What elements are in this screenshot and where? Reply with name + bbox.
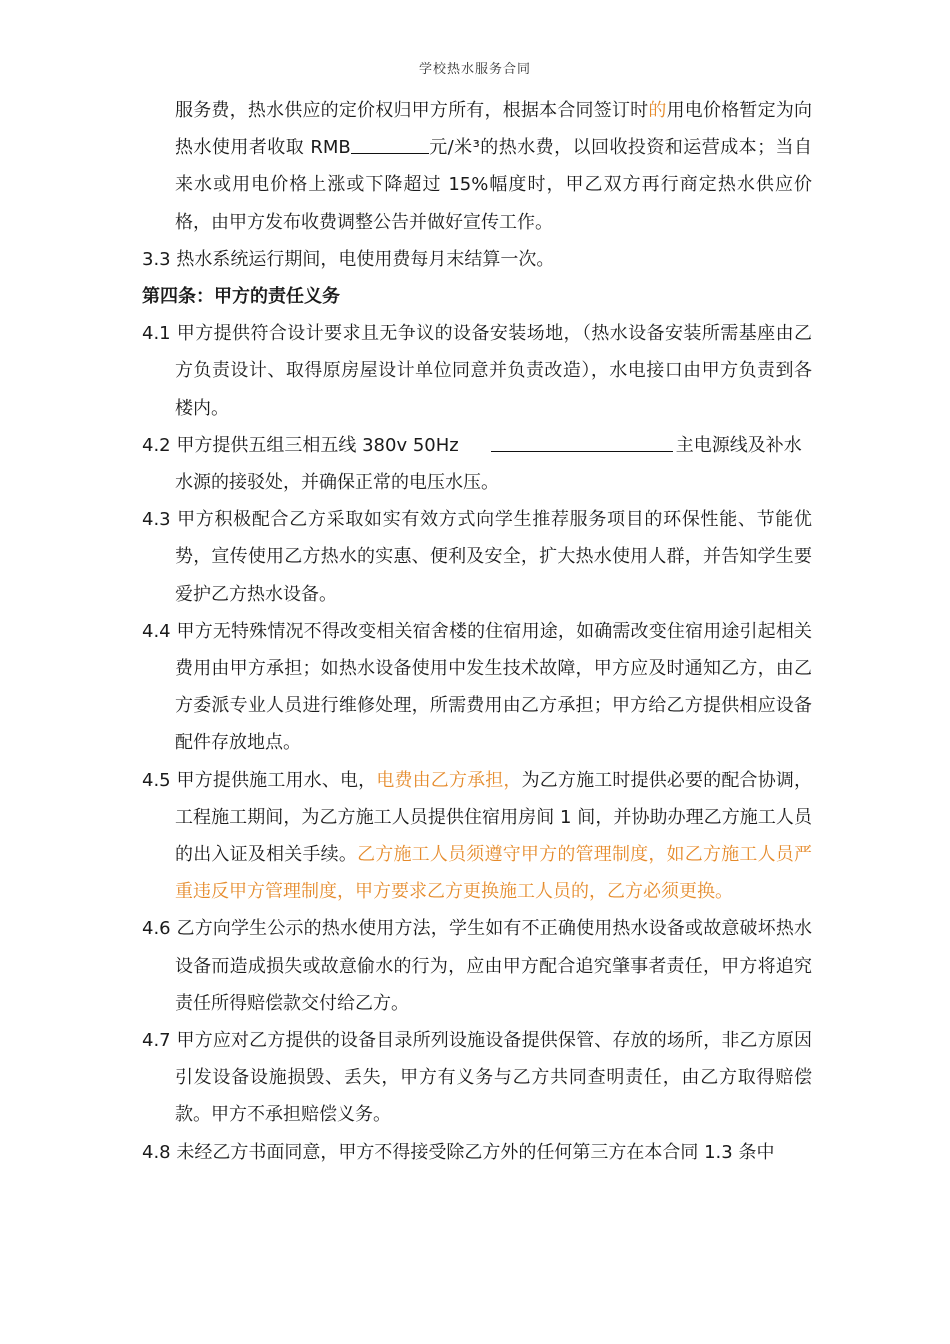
clause-text: 热水系统运行期间，电使用费每月末结算一次。 bbox=[176, 248, 555, 270]
clause-text: 甲方提供符合设计要求且无争议的设备安装场地，（热水设备安装所需基座由乙方负责设计、取得原房屋设计单位同意并负责改造），水电接口由甲方负责到各楼内。 bbox=[175, 323, 812, 419]
price-blank[interactable] bbox=[351, 135, 429, 154]
clause-text: 乙方向学生公示的热水使用方法，学生如有不正确使用热水设备或故意破坏热水设备而造成损失或故意偷水的行为，应由甲方配合追究肇事者责任，甲方将追究责任所得赔偿款交付给乙方。 bbox=[175, 918, 812, 1014]
page-header: 学校热水服务合同 bbox=[418, 62, 531, 77]
clause-highlight-b: 乙方施工人员须遵守甲方的管理制度，如乙方施工人员严重违反甲方管理制度，甲方要求乙方更换施工人员的，乙方必须更换。 bbox=[175, 844, 813, 903]
clause-text-a: 甲方提供五组三相五线 380v 50Hz bbox=[176, 434, 459, 456]
pricing-text-a: 服务费，热水供应的定价权归甲方所有，根据本合同签订时 bbox=[175, 100, 649, 121]
paragraph-pricing bbox=[142, 92, 812, 241]
pricing-text-b: 用电价格暂定为向热水使用者收取 RMB bbox=[175, 100, 813, 159]
clause-text: 未经乙方书面同意，甲方不得接受除乙方外的任何第三方在本合同 1.3 条中 bbox=[176, 1141, 775, 1163]
clause-text: 甲方应对乙方提供的设备目录所列设施设备提供保管、存放的场所，非乙方原因引发设备设施损毁、丢失，甲方有义务与乙方共同查明责任，由乙方取得赔偿款。甲方不承担赔偿义务。 bbox=[175, 1030, 812, 1126]
clause-4-2 bbox=[142, 427, 812, 501]
clause-number: 4.8 bbox=[142, 1141, 171, 1163]
clause-text-a: 甲方提供施工用水、电， bbox=[176, 769, 377, 791]
clause-4-5 bbox=[142, 762, 812, 911]
clause-highlight-a: 电费由乙方承担， bbox=[376, 769, 522, 791]
clause-text-b: 为乙方施工时提供必要的配合协调，工程施工期间，为乙方施工人员提供住宿用房间 1 间，并协助办理乙方施工人员的出入证及相关手续。 bbox=[175, 769, 813, 866]
clause-text: 甲方无特殊情况不得改变相关宿舍楼的住宿用途，如确需改变住宿用途引起相关费用由甲方承担；如热水设备使用中发生技术故障，甲方应及时通知乙方，由乙方委派专业人员进行维修处理，所需费用由乙方承担；甲方给乙方提供相应设备配件存放地点。 bbox=[175, 620, 812, 754]
clause-text-b: 主电源线及补水水源的接驳处，并确保正常的电压水压。 bbox=[175, 434, 802, 494]
contract-body bbox=[142, 92, 812, 1171]
clause-number: 4.3 bbox=[142, 509, 171, 531]
clause-number: 4.1 bbox=[142, 323, 171, 345]
clause-4-1 bbox=[142, 315, 812, 427]
clause-4-4 bbox=[142, 613, 812, 762]
power-line-blank[interactable] bbox=[491, 433, 673, 452]
clause-text: 甲方积极配合乙方采取如实有效方式向学生推荐服务项目的环保性能、节能优势，宣传使用乙方热水的实惠、便利及安全，扩大热水使用人群，并告知学生要爱护乙方热水设备。 bbox=[175, 509, 812, 605]
clause-number: 4.6 bbox=[142, 918, 171, 940]
pricing-highlight: 的 bbox=[648, 100, 667, 121]
clause-number: 4.2 bbox=[142, 434, 171, 456]
clause-4-7 bbox=[142, 1022, 812, 1134]
clause-number: 4.4 bbox=[142, 620, 171, 642]
article-4-title: 第四条：甲方的责任义务 bbox=[142, 286, 340, 308]
clause-number: 4.5 bbox=[142, 769, 171, 791]
clause-number: 4.7 bbox=[142, 1030, 171, 1052]
clause-3-3 bbox=[142, 241, 812, 278]
clause-4-8 bbox=[142, 1134, 812, 1171]
clause-4-3 bbox=[142, 501, 812, 613]
clause-4-6 bbox=[142, 910, 812, 1022]
clause-number: 3.3 bbox=[142, 248, 171, 270]
pricing-text-c: 元/米³的热水费，以回收投资和运营成本；当自来水或用电价格上涨或下降超过 15%幅度时，甲乙双方再行商定热水供应价格，由甲方发布收费调整公告并做好宣传工作。 bbox=[175, 137, 813, 233]
